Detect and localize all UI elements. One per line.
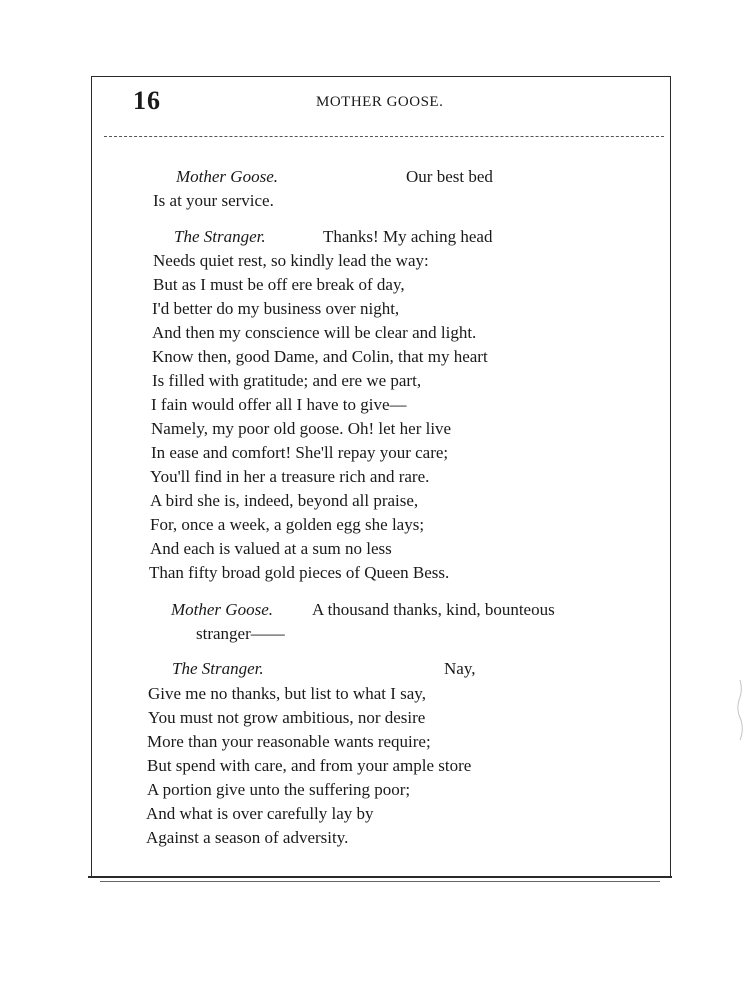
verse-line: Know then, good Dame, and Colin, that my heart xyxy=(152,347,488,366)
verse-line: A bird she is, indeed, beyond all praise, xyxy=(150,491,419,510)
running-title: MOTHER GOOSE. xyxy=(316,94,444,110)
verse-line: A thousand thanks, kind, bounteous xyxy=(312,600,555,619)
verse-line: And then my conscience will be clear and light. xyxy=(152,323,477,342)
verse-line: But spend with care, and from your ample store xyxy=(147,756,472,775)
verse-line: But as I must be off ere break of day, xyxy=(153,275,405,294)
verse-line: You'll find in her a treasure rich and rare. xyxy=(150,467,430,486)
verse-line: Than fifty broad gold pieces of Queen Bess. xyxy=(149,563,450,582)
verse-line: More than your reasonable wants require; xyxy=(147,732,431,751)
verse-line: Needs quiet rest, so kindly lead the way: xyxy=(153,251,429,270)
bottom-rule-thin xyxy=(100,881,660,882)
page-number: 16 xyxy=(133,86,161,115)
verse-line: Thanks! My aching head xyxy=(323,227,493,246)
verse-line: stranger—— xyxy=(196,624,285,643)
verse-line: I fain would offer all I have to give— xyxy=(151,395,407,414)
verse-line: A portion give unto the suffering poor; xyxy=(147,780,411,799)
speaker-label: Mother Goose. xyxy=(176,167,278,186)
bottom-rule xyxy=(88,876,672,878)
edge-stain xyxy=(735,680,745,740)
verse-line: And each is valued at a sum no less xyxy=(150,539,392,558)
verse-line: Against a season of adversity. xyxy=(146,828,349,847)
speaker-label: The Stranger. xyxy=(174,227,266,246)
verse-line: I'd better do my business over night, xyxy=(152,299,400,318)
verse-line: Our best bed xyxy=(406,167,493,186)
verse-line: Nay, xyxy=(444,659,476,678)
verse-line: Is at your service. xyxy=(153,191,274,210)
speaker-label: Mother Goose. xyxy=(171,600,273,619)
speaker-label: The Stranger. xyxy=(172,659,264,678)
verse-line: Is filled with gratitude; and ere we part, xyxy=(152,371,422,390)
verse-line: And what is over carefully lay by xyxy=(146,804,374,823)
verse-line: You must not grow ambitious, nor desire xyxy=(148,708,426,727)
verse-line: Give me no thanks, but list to what I say, xyxy=(148,684,426,703)
verse-line: In ease and comfort! She'll repay your care; xyxy=(151,443,449,462)
verse-line: Namely, my poor old goose. Oh! let her live xyxy=(151,419,452,438)
header-rule xyxy=(104,136,664,137)
verse-line: For, once a week, a golden egg she lays; xyxy=(150,515,425,534)
